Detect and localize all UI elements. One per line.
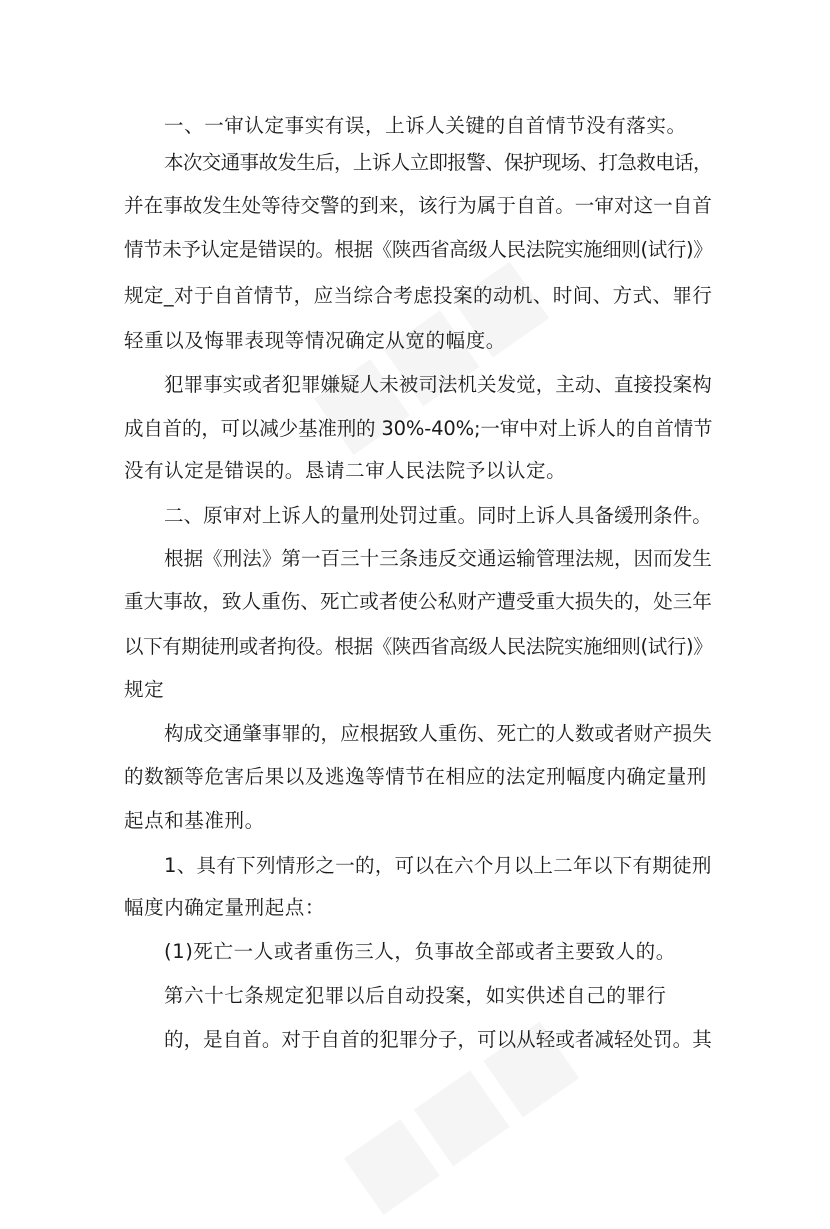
text-line: 第六十七条规定犯罪以后自动投案，如实供述自己的罪行 [164,984,667,1007]
text-line: 的，是自首。对于自首的犯罪分子，可以从轻或者减轻处罚。其 [164,1028,712,1051]
text-line: 规定_对于自首情节，应当综合考虑投案的动机、时间、方式、罪行 [124,284,713,307]
text-line: 本次交通事故发生后，上诉人立即报警、保护现场、打急救电话， [164,151,712,174]
text-line: 以下有期徒刑或者拘役。根据《陕西省高级人民法院实施细则(试行)》 [124,635,713,658]
text-line: 根据《刑法》第一百三十三条违反交通运输管理法规，因而发生 [164,547,712,570]
text-line: 起点和基准刑。 [124,809,265,832]
text-line: 轻重以及悔罪表现等情况确定从宽的幅度。 [124,329,506,352]
text-line: 构成交通肇事罪的，应根据致人重伤、死亡的人数或者财产损失 [164,722,712,745]
text-line: 一、一审认定事实有误，上诉人关键的自首情节没有落实。 [164,114,687,137]
text-line: 幅度内确定量刑起点： [124,896,326,919]
text-line: 规定 [124,678,165,701]
text-line: 重大事故，致人重伤、死亡或者使公私财产遭受重大损失的，处三年 [124,590,713,613]
text-line: (1)死亡一人或者重伤三人，负事故全部或者主要致人的。 [164,940,676,963]
text-line: 1、具有下列情形之一的，可以在六个月以上二年以下有期徒刑 [164,854,712,877]
text-line: 情节未予认定是错误的。根据《陕西省高级人民法院实施细则(试行)》 [124,238,713,261]
text-line: 成自首的，可以减少基准刑的 30%-40%;一审中对上诉人的自首情节 [124,417,713,440]
text-line: 没有认定是错误的。恳请二审人民法院予以认定。 [124,459,567,482]
text-line: 犯罪事实或者犯罪嫌疑人未被司法机关发觉，主动、直接投案构 [164,373,712,396]
text-line: 并在事故发生处等待交警的到来，该行为属于自首。一审对这一自首 [124,194,713,217]
text-line: 的数额等危害后果以及逃逸等情节在相应的法定刑幅度内确定量刑 [124,765,707,788]
text-line: 二、原审对上诉人的量刑处罚过重。同时上诉人具备缓刑条件。 [164,504,712,527]
